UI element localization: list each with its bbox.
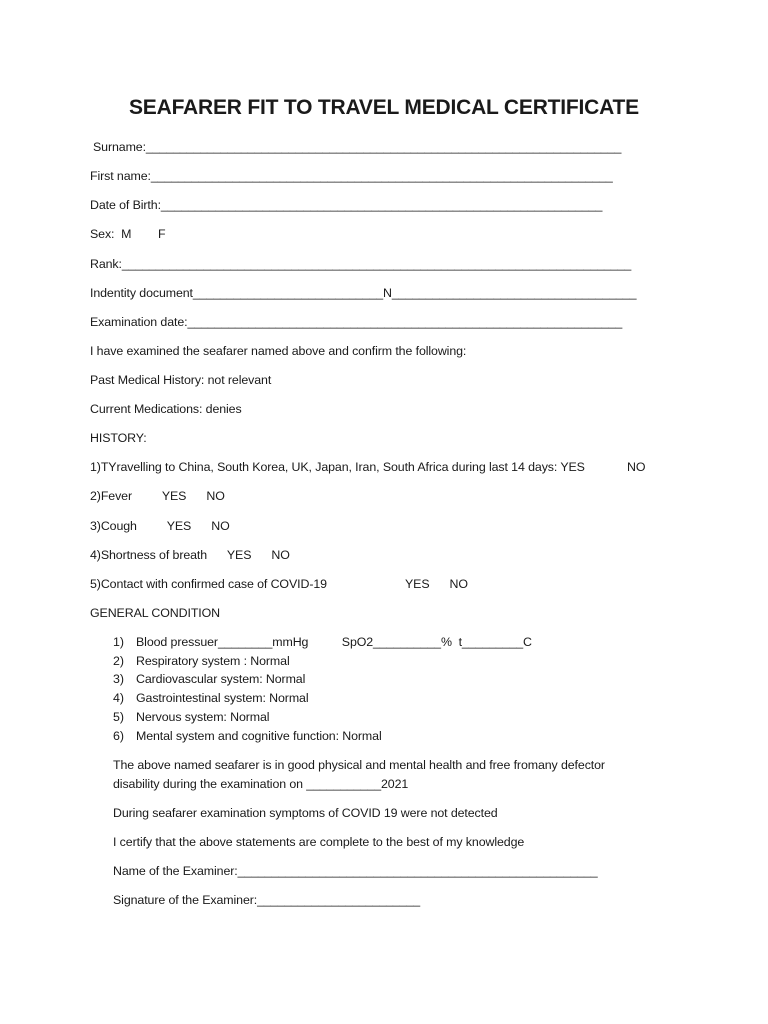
list-item-cardiovascular: Cardiovascular system: Normal	[136, 672, 306, 686]
list-item-number: 3)	[113, 672, 125, 686]
sex-field: Sex: M F	[90, 227, 166, 241]
examination-date-field: Examination date:________________________________________________________________	[90, 315, 623, 329]
list-item-blood-pressure: Blood pressuer________mmHg SpO2__________% t_________C	[136, 635, 532, 649]
first-name-field: First name:____________________________________________________________________	[90, 169, 613, 183]
identity-document-field: Indentity document____________________________N____________________________________	[90, 286, 637, 300]
history-question-5-answers: YES NO	[405, 577, 468, 591]
health-statement-line-2: disability during the examination on ___________2021	[113, 777, 409, 791]
list-item-number: 1)	[113, 635, 125, 649]
covid-statement: During seafarer examination symptoms of COVID 19 were not detected	[113, 806, 498, 820]
date-of-birth-field: Date of Birth:_________________________________________________________________	[90, 198, 603, 212]
intro-statement: I have examined the seafarer named above and confirm the following:	[90, 344, 467, 358]
list-item-number: 2)	[113, 654, 125, 668]
health-statement-line-1: The above named seafarer is in good physical and mental health and free fromany defector	[113, 758, 605, 772]
history-question-1-no: NO	[627, 460, 646, 474]
page-title: SEAFARER FIT TO TRAVEL MEDICAL CERTIFICATE	[128, 96, 639, 119]
history-heading: HISTORY:	[90, 431, 147, 445]
examiner-name-field: Name of the Examiner:_____________________________________________________	[113, 864, 598, 878]
history-question-3: 3)Cough YES NO	[90, 519, 230, 533]
examiner-signature-field: Signature of the Examiner:________________________	[113, 893, 421, 907]
list-item-number: 4)	[113, 691, 125, 705]
current-medications: Current Medications: denies	[90, 402, 242, 416]
list-item-respiratory: Respiratory system : Normal	[136, 654, 290, 668]
history-question-2: 2)Fever YES NO	[90, 489, 225, 503]
list-item-nervous: Nervous system: Normal	[136, 710, 270, 724]
surname-field: Surname:______________________________________________________________________	[93, 140, 622, 154]
past-medical-history: Past Medical History: not relevant	[90, 373, 272, 387]
history-question-1: 1)TYravelling to China, South Korea, UK, Japan, Iran, South Africa during last 14 days: YES	[90, 460, 585, 474]
list-item-number: 5)	[113, 710, 125, 724]
certify-statement: I certify that the above statements are complete to the best of my knowledge	[113, 835, 525, 849]
list-item-gastrointestinal: Gastrointestinal system: Normal	[136, 691, 309, 705]
general-condition-heading: GENERAL CONDITION	[90, 606, 221, 620]
list-item-number: 6)	[113, 729, 125, 743]
list-item-mental: Mental system and cognitive function: Normal	[136, 729, 382, 743]
history-question-5: 5)Contact with confirmed case of COVID-19	[90, 577, 327, 591]
history-question-4: 4)Shortness of breath YES NO	[90, 548, 290, 562]
rank-field: Rank:___________________________________________________________________________	[90, 257, 632, 271]
